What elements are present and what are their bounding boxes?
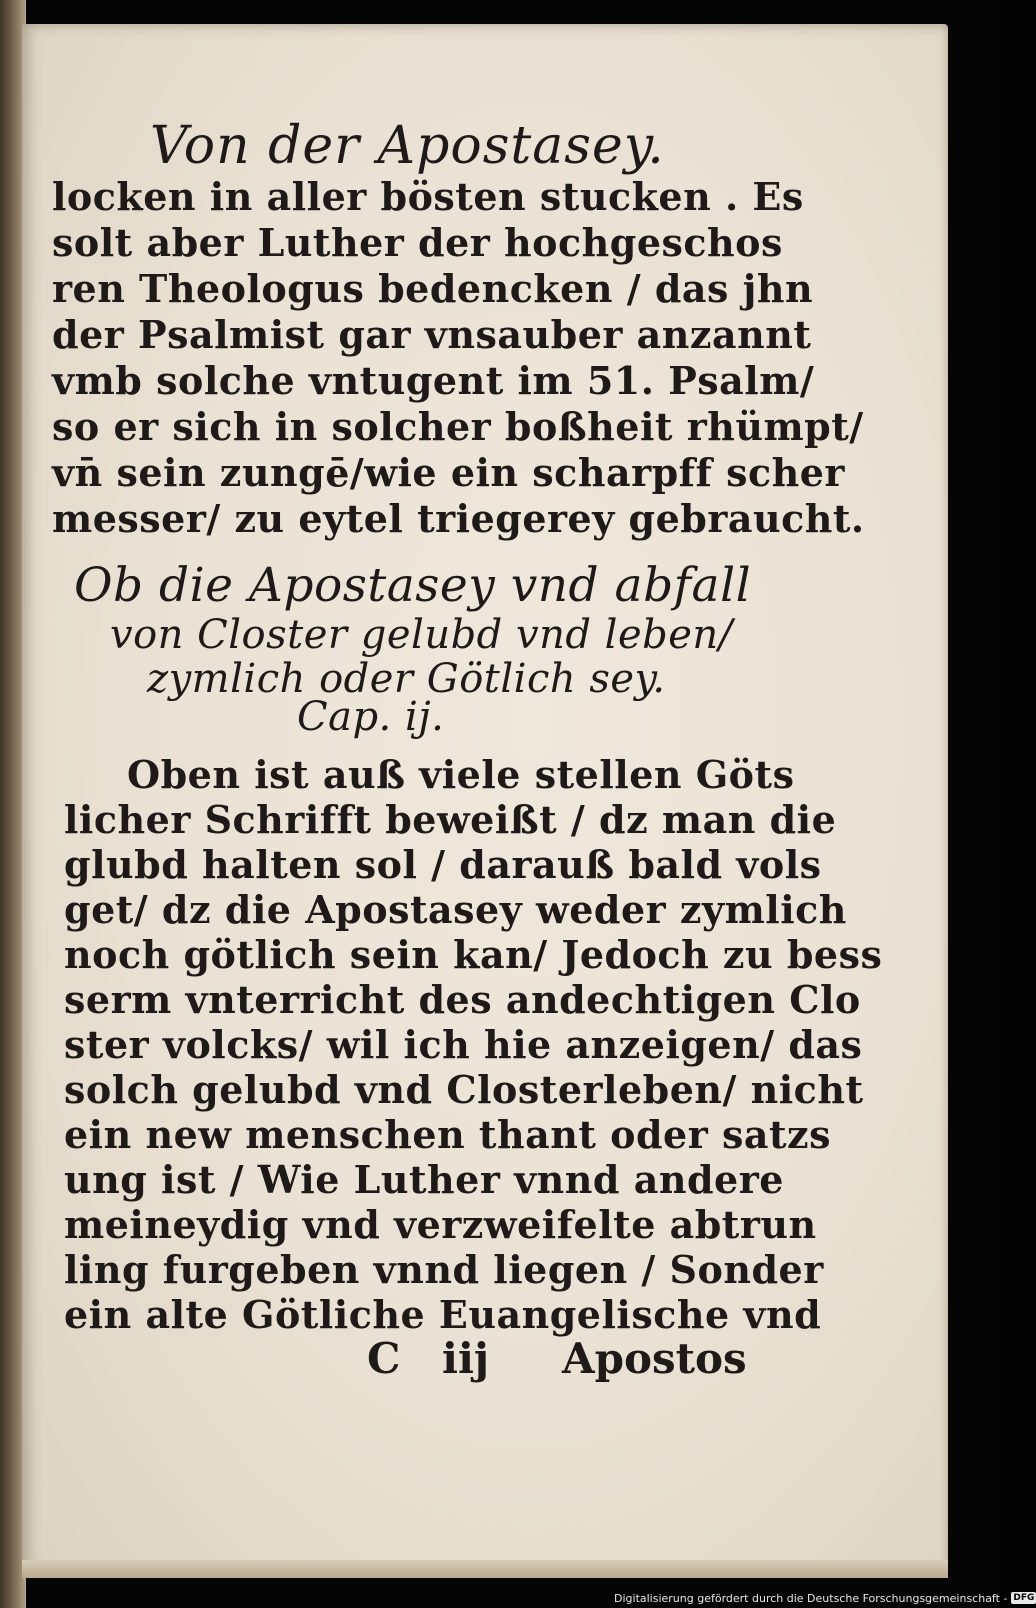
body2-line-11: meineydig vnd verzweifelte abtrun <box>64 1202 817 1247</box>
text-block <box>22 24 948 1576</box>
body2-line-2: licher Schrifft beweißt / dz man die <box>64 797 837 842</box>
body-line-4: der Psalmist gar vnsauber anzannt <box>52 312 812 357</box>
body-line-8: messer/ zu eytel triegerey gebraucht. <box>52 496 865 541</box>
body2-line-10: ung ist / Wie Luther vnnd andere <box>64 1157 784 1202</box>
body-line-2: solt aber Luther der hochgeschos <box>52 220 783 265</box>
body2-line-9: ein new menschen thant oder satzs <box>64 1112 832 1157</box>
body-line-3: ren Theologus bedencken / das jhn <box>52 266 814 311</box>
heading-line-2: von Closter gelubd vnd leben/ <box>110 612 733 658</box>
body-line-1: locken in aller bösten stucken . Es <box>52 174 804 219</box>
body2-line-6: serm vnterricht des andechtigen Clo <box>64 977 861 1022</box>
body2-line-12: ling furgeben vnnd liegen / Sonder <box>64 1247 824 1292</box>
body2-line-4: get/ dz die Apostasey weder zymlich <box>64 887 847 932</box>
body2-line-13: ein alte Götliche Euangelische vnd <box>64 1292 822 1337</box>
body-line-7: vn̄ sein zungē/wie ein scharpff scher <box>52 450 845 495</box>
chapter-number: Cap. ij. <box>297 694 445 740</box>
heading-line-1: Ob die Apostasey vnd abfall <box>74 558 752 613</box>
body-line-5: vmb solche vntugent im 51. Psalm/ <box>52 358 815 403</box>
signature-numeral: iij <box>442 1334 490 1383</box>
body2-line-8: solch gelubd vnd Closterleben/ nicht <box>64 1067 864 1112</box>
digitization-credit <box>614 1590 1036 1606</box>
body2-line-5: noch götlich sein kan/ Jedoch zu bess <box>64 932 883 977</box>
body2-line-1: Oben ist auß viele stellen Göts <box>127 752 795 797</box>
page-text-area <box>22 24 948 1576</box>
body-line-6: so er sich in solcher boßheit rhümpt/ <box>52 404 864 449</box>
running-head: Von der Apostasey. <box>150 116 665 176</box>
body2-line-7: ster volcks/ wil ich hie anzeigen/ das <box>64 1022 863 1067</box>
signature-mark: C <box>367 1334 401 1383</box>
body2-line-3: glubd halten sol / darauß bald vols <box>64 842 822 887</box>
catchword: Apostos <box>562 1334 747 1383</box>
credit-text: Digitalisierung gefördert durch die Deutsche Forschungsgemeinschaft - <box>614 1591 1008 1605</box>
dfg-logo: DFG <box>1013 1593 1035 1603</box>
heading-line-3: zymlich oder Götlich sey. <box>147 656 666 702</box>
